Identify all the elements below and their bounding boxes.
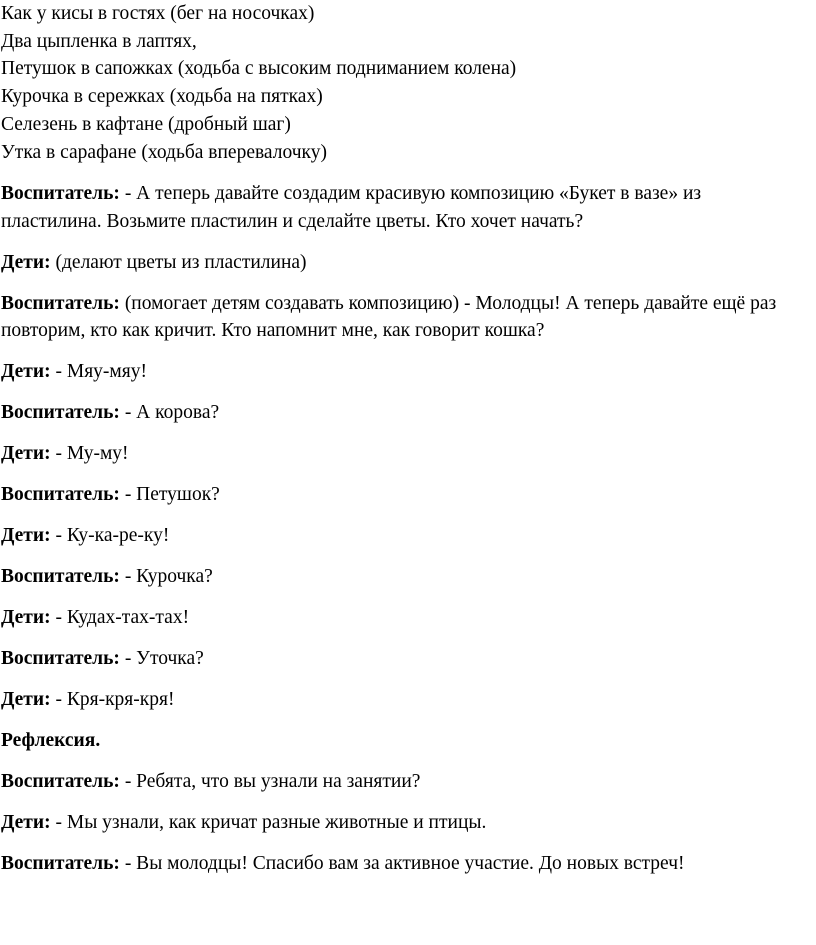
speech-text: - Мяу-мяу! xyxy=(50,361,147,383)
dialogue-paragraph xyxy=(1,645,801,673)
speaker-label: Воспитатель: xyxy=(1,853,120,875)
poem-block xyxy=(1,0,801,166)
speaker-label: Дети: xyxy=(1,525,51,547)
speaker-label: Воспитатель: xyxy=(1,402,120,424)
speech-text: - Кря-кря-кря! xyxy=(50,689,175,711)
poem-line: Селезень в кафтане (дробный шаг) xyxy=(1,113,291,135)
speech-text: - Ребята, что вы узнали на занятии? xyxy=(119,771,421,793)
dialogue-paragraph xyxy=(1,850,801,878)
poem-line: Два цыпленка в лаптях, xyxy=(1,30,197,52)
dialogue-paragraph xyxy=(1,440,801,468)
speech-text: (помогает детям создавать композицию) - Молодцы! А теперь давайте ещё раз повторим, кто как кричит. Кто напомнит мне, как говорит кошка? xyxy=(1,292,777,342)
speech-text: - Мы узнали, как кричат разные животные и птицы. xyxy=(50,812,487,834)
speech-text: - Ку-ка-ре-ку! xyxy=(50,525,170,547)
dialogue-paragraph xyxy=(1,249,801,277)
dialogue-paragraph xyxy=(1,604,801,632)
poem-line: Как у кисы в гостях (бег на носочках) xyxy=(1,3,315,24)
dialogue-paragraph xyxy=(1,399,801,427)
dialogue-paragraph xyxy=(1,358,801,386)
speech-text: - Уточка? xyxy=(119,648,204,670)
speech-text: - Кудах-тах-тах! xyxy=(50,607,190,629)
dialogue-paragraph xyxy=(1,180,801,235)
speaker-label: Воспитатель: xyxy=(1,771,120,793)
reflection-heading: Рефлексия. xyxy=(1,730,101,752)
speech-text: - Курочка? xyxy=(119,566,213,588)
dialogue-paragraph xyxy=(1,563,801,591)
speaker-label: Дети: xyxy=(1,607,51,629)
dialogue-paragraph xyxy=(1,481,801,509)
poem-line: Курочка в сережках (ходьба на пятках) xyxy=(1,86,323,108)
dialogue-paragraph xyxy=(1,686,801,714)
poem-line: Петушок в сапожках (ходьба с высоким подниманием колена) xyxy=(1,58,517,80)
speech-text: - А корова? xyxy=(119,402,220,424)
speech-text: (делают цветы из пластилина) xyxy=(50,251,307,273)
poem-line: Утка в сарафане (ходьба вперевалочку) xyxy=(1,141,327,163)
dialogue-paragraph xyxy=(1,809,801,837)
speaker-label: Воспитатель: xyxy=(1,484,120,506)
speaker-label: Дети: xyxy=(1,443,51,465)
dialogue-paragraph xyxy=(1,768,801,796)
speech-text: - Петушок? xyxy=(119,484,220,506)
speaker-label: Воспитатель: xyxy=(1,183,120,205)
speech-text: - Му-му! xyxy=(50,443,129,465)
speaker-label: Дети: xyxy=(1,251,51,273)
dialogue-paragraph xyxy=(1,522,801,550)
dialogue-paragraph xyxy=(1,290,801,345)
speech-text: - Вы молодцы! Спасибо вам за активное участие. До новых встреч! xyxy=(119,853,685,875)
speech-text: - А теперь давайте создадим красивую композицию «Букет в вазе» из пластилина. Возьмите пластилин и сделайте цветы. Кто хочет начать? xyxy=(1,183,702,232)
speaker-label: Воспитатель: xyxy=(1,648,120,670)
speaker-label: Дети: xyxy=(1,812,51,834)
speaker-label: Дети: xyxy=(1,361,51,383)
speaker-label: Воспитатель: xyxy=(1,292,120,314)
speaker-label: Дети: xyxy=(1,689,51,711)
speaker-label: Воспитатель: xyxy=(1,566,120,588)
